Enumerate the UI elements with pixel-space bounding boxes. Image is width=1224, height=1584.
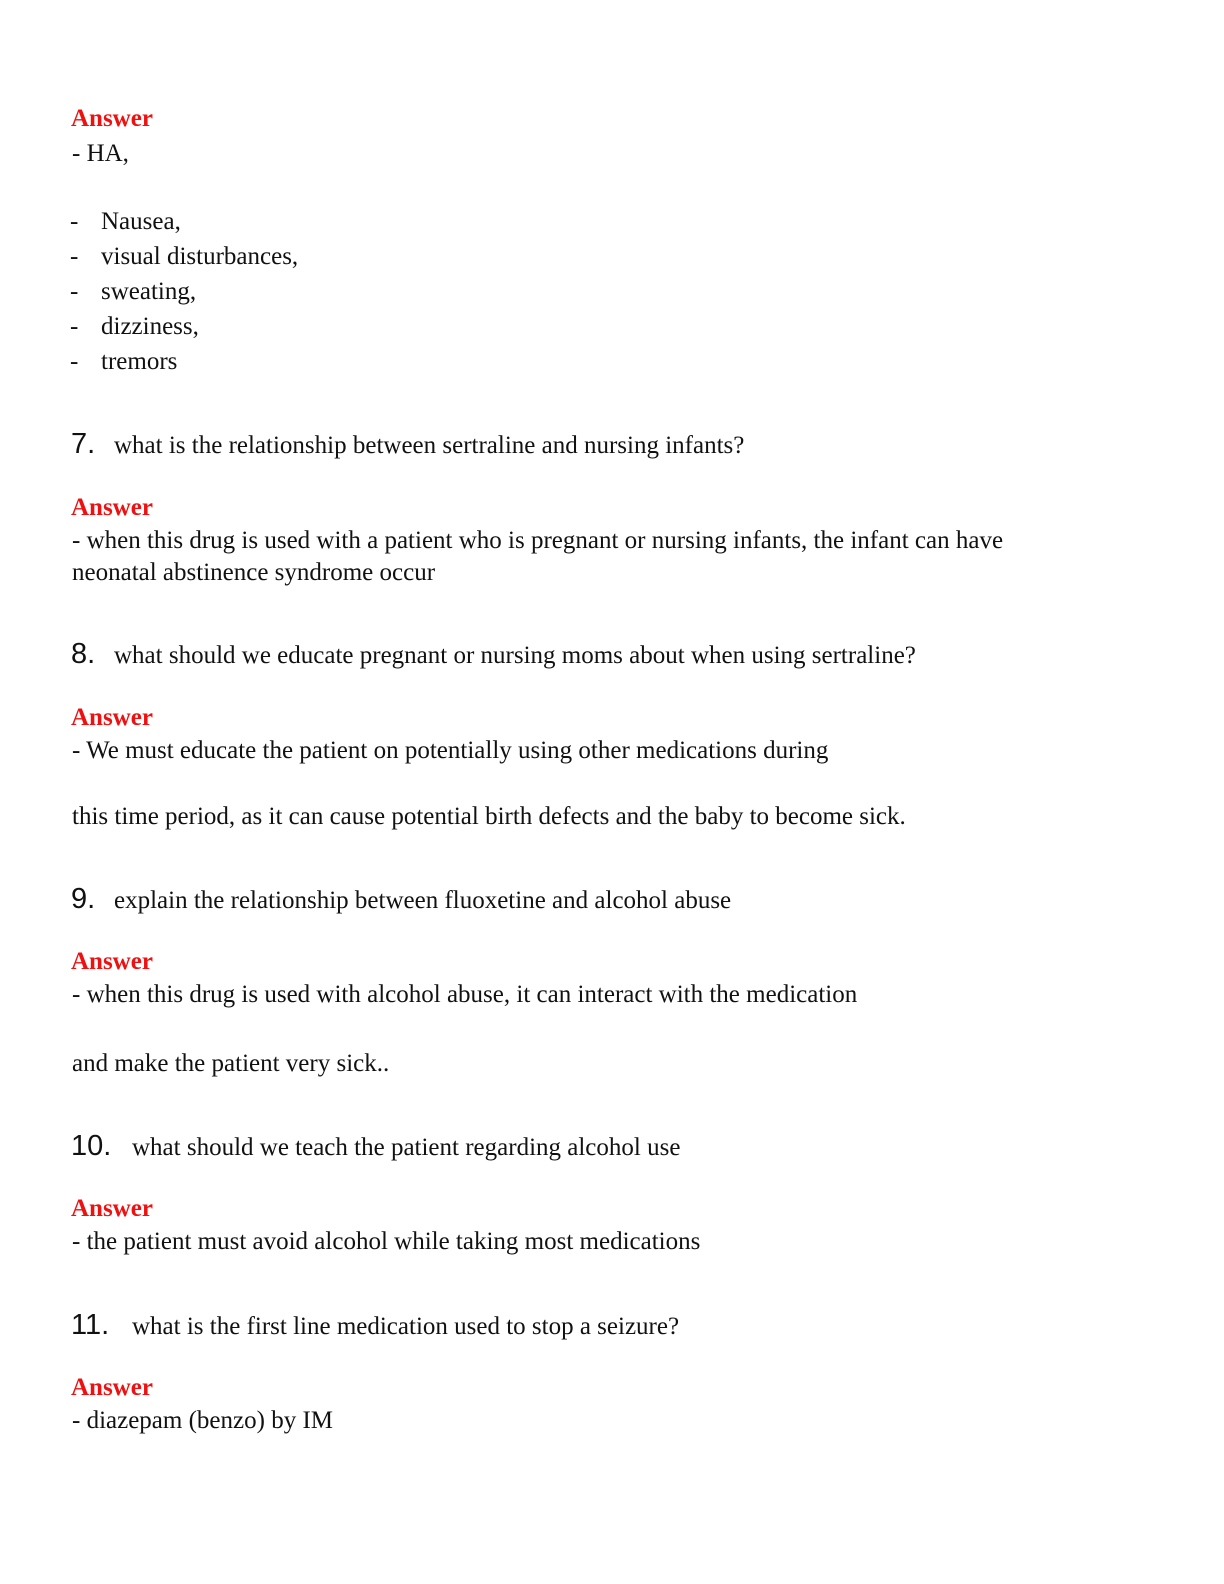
answer-text: and make the patient very sick.. [72,1050,390,1077]
answer-label: Answer [71,948,153,975]
answer-label: Answer [71,105,153,132]
question-number: 8. [71,638,96,670]
question-7 [71,428,744,462]
bullet-item [70,344,177,379]
bullet-dash: - [70,278,79,305]
question-10 [71,1130,680,1164]
answer-label: Answer [71,1374,153,1401]
question-number: 11. [71,1309,110,1341]
bullet-text: dizziness, [101,313,199,340]
bullet-dash: - [70,348,79,375]
answer-text: this time period, as it can cause potential birth defects and the baby to become sick. [72,803,906,830]
bullet-dash: - [70,208,79,235]
question-text: what is the first line medication used to stop a seizure? [132,1313,680,1340]
answer-text: - when this drug is used with a patient who is pregnant or nursing infants, the infant can have [72,527,1004,554]
answer-text: neonatal abstinence syndrome occur [72,559,436,586]
answer-label: Answer [71,704,153,731]
question-number: 9. [71,883,96,915]
bullet-dash: - [70,313,79,340]
answer-label: Answer [71,1195,153,1222]
bullet-dash: - [70,243,79,270]
bullet-text: visual disturbances, [101,243,299,270]
question-11 [71,1309,679,1343]
bullet-item [70,309,199,344]
question-text: what should we educate pregnant or nursing moms about when using sertraline? [114,642,916,669]
bullet-text: tremors [101,348,178,375]
question-text: what should we teach the patient regarding alcohol use [132,1134,681,1161]
bullet-item [70,204,181,239]
question-text: what is the relationship between sertraline and nursing infants? [114,432,745,459]
question-number: 7. [71,428,96,460]
question-number: 10. [71,1130,112,1162]
answer-text: - when this drug is used with alcohol abuse, it can interact with the medication [72,981,858,1008]
question-8 [71,638,916,672]
answer-text: - diazepam (benzo) by IM [72,1407,333,1434]
bullet-text: sweating, [101,278,197,305]
answer-label: Answer [71,494,153,521]
question-text: explain the relationship between fluoxetine and alcohol abuse [114,887,732,914]
answer-text: - the patient must avoid alcohol while taking most medications [72,1228,701,1255]
bullet-item [70,274,196,309]
answer-text: - HA, [72,140,129,167]
bullet-item [70,239,298,274]
question-9 [71,883,731,917]
bullet-text: Nausea, [101,208,181,235]
answer-text: - We must educate the patient on potentially using other medications during [72,737,829,764]
